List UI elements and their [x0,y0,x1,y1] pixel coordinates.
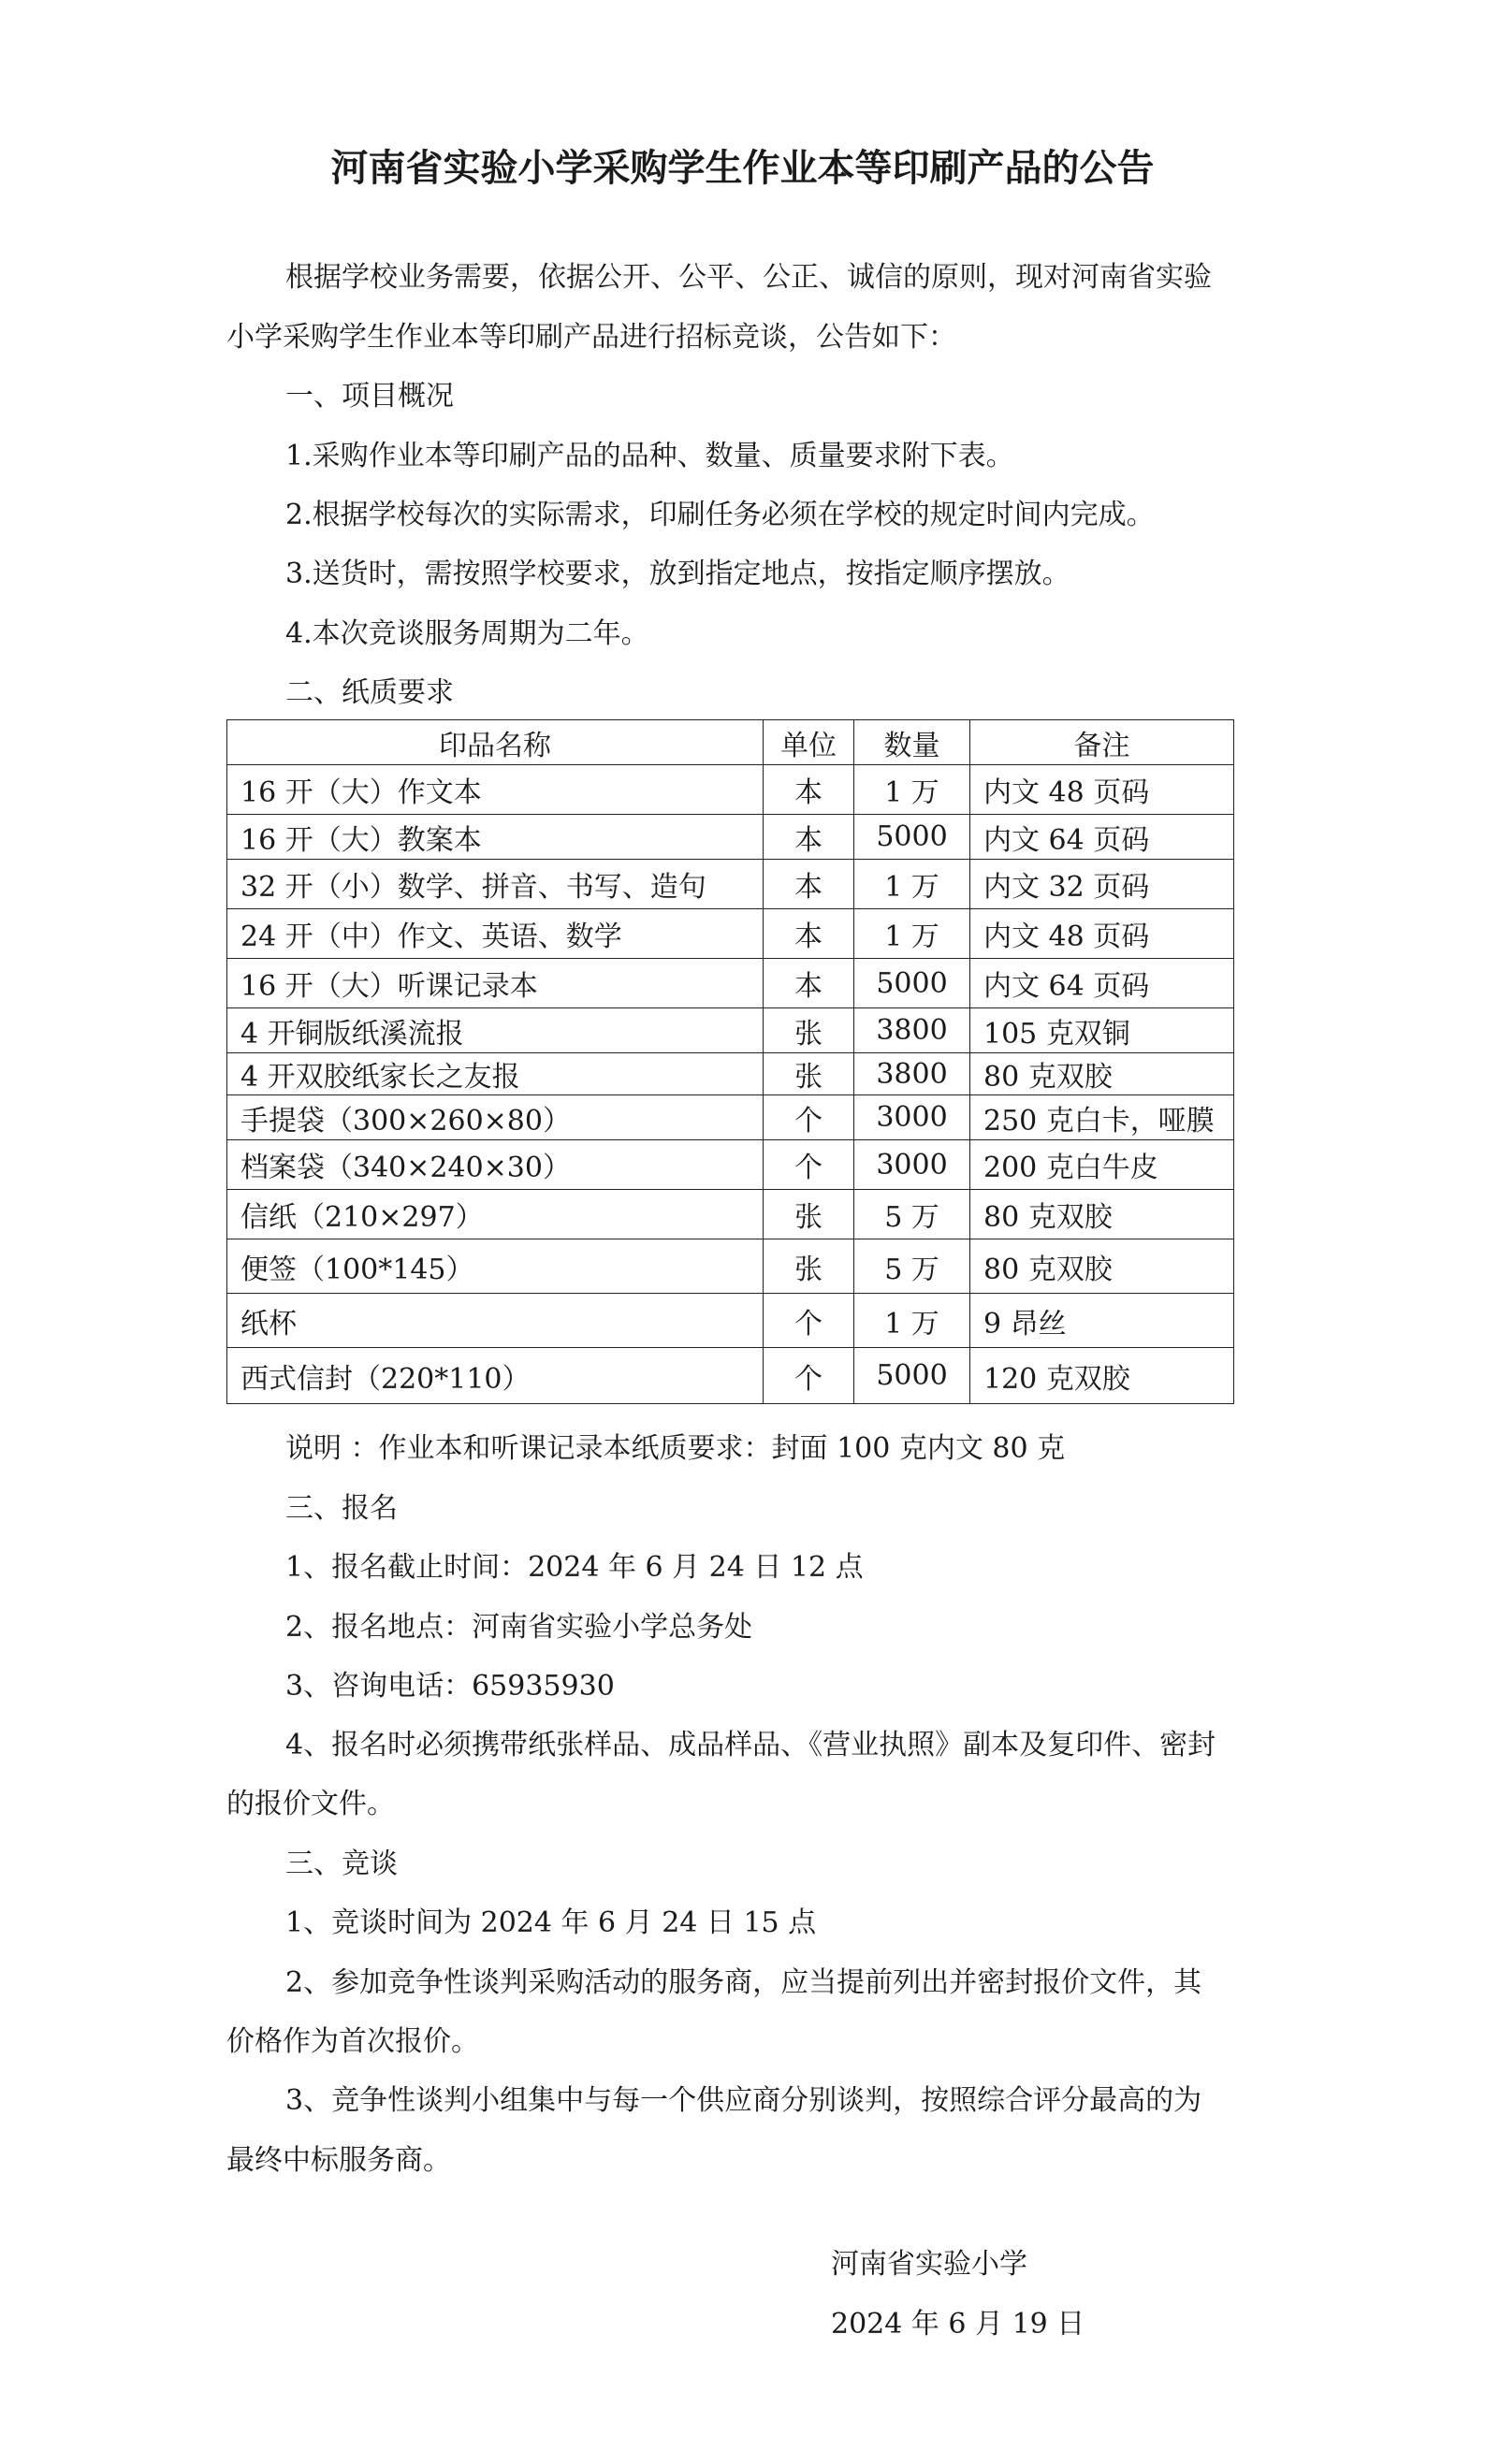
cell-unit: 个 [764,1140,854,1190]
intro-line-2: 小学采购学生作业本等印刷产品进行招标竞谈，公告如下： [226,321,956,354]
cell-item-name: 手提袋（300×260×80） [227,1095,764,1140]
table-row [227,959,1234,1008]
table-row [227,1190,1234,1239]
table-row [227,765,1234,815]
header-qty: 数量 [854,720,970,765]
cell-unit: 本 [764,765,854,815]
cell-unit: 张 [764,1053,854,1095]
table-row [227,1008,1234,1053]
cell-quantity: 5000 [854,815,970,860]
section-1-heading: 一、项目概况 [285,380,454,413]
cell-item-name: 16 开（大）听课记录本 [227,959,764,1008]
cell-item-name: 便签（100*145） [227,1239,764,1294]
cell-unit: 个 [764,1294,854,1348]
cell-note: 内文 48 页码 [970,765,1234,815]
table-row [227,1053,1234,1095]
table-row [227,1239,1234,1294]
cell-note: 内文 48 页码 [970,909,1234,959]
cell-item-name: 4 开铜版纸溪流报 [227,1008,764,1053]
cell-quantity: 1 万 [854,765,970,815]
registration-location: 2、报名地点：河南省实验小学总务处 [285,1611,753,1644]
cell-note: 105 克双铜 [970,1008,1234,1053]
section-1-item-4: 4.本次竞谈服务周期为二年。 [285,617,649,650]
cell-unit: 本 [764,860,854,909]
cell-item-name: 16 开（大）作文本 [227,765,764,815]
section-3-heading: 三、报名 [285,1492,398,1525]
table-row [227,909,1234,959]
cell-quantity: 3000 [854,1140,970,1190]
cell-note: 80 克双胶 [970,1190,1234,1239]
cell-quantity: 5 万 [854,1239,970,1294]
registration-requirements-line-2: 的报价文件。 [226,1788,395,1820]
cell-note: 内文 64 页码 [970,815,1234,860]
cell-unit: 本 [764,909,854,959]
table-header-row [227,720,1234,765]
page-title: 河南省实验小学采购学生作业本等印刷产品的公告 [330,146,1155,190]
section-1-item-1: 1.采购作业本等印刷产品的品种、数量、质量要求附下表。 [285,440,1014,472]
negotiation-item-2-line-1: 2、参加竞争性谈判采购活动的服务商，应当提前列出并密封报价文件，其 [285,1966,1202,1999]
table-row [227,815,1234,860]
negotiation-item-3-line-1: 3、竞争性谈判小组集中与每一个供应商分别谈判，按照综合评分最高的为 [285,2084,1202,2117]
cell-item-name: 西式信封（220*110） [227,1348,764,1404]
cell-quantity: 5000 [854,1348,970,1404]
cell-note: 9 昂丝 [970,1294,1234,1348]
table-row [227,860,1234,909]
cell-quantity: 5 万 [854,1190,970,1239]
paper-spec-table [226,719,1234,1404]
cell-item-name: 档案袋（340×240×30） [227,1140,764,1190]
header-note: 备注 [970,720,1234,765]
negotiation-item-2-line-2: 价格作为首次报价。 [226,2025,479,2058]
header-name: 印品名称 [227,720,764,765]
section-1-item-3: 3.送货时，需按照学校要求，放到指定地点，按指定顺序摆放。 [285,558,1070,590]
cell-note: 内文 64 页码 [970,959,1234,1008]
cell-item-name: 32 开（小）数学、拼音、书写、造句 [227,860,764,909]
cell-note: 200 克白牛皮 [970,1140,1234,1190]
signature-date: 2024 年 6 月 19 日 [831,2308,1085,2341]
paper-note: 说明 ：作业本和听课记录本纸质要求：封面 100 克内文 80 克 [285,1432,1066,1465]
cell-note: 250 克白卡，哑膜 [970,1095,1234,1140]
cell-item-name: 4 开双胶纸家长之友报 [227,1053,764,1095]
section-4-heading: 三、竞谈 [285,1848,398,1880]
cell-item-name: 24 开（中）作文、英语、数学 [227,909,764,959]
cell-unit: 个 [764,1095,854,1140]
table-body [227,765,1234,1404]
table-row [227,1095,1234,1140]
header-unit: 单位 [764,720,854,765]
cell-note: 80 克双胶 [970,1053,1234,1095]
cell-note: 120 克双胶 [970,1348,1234,1404]
cell-quantity: 3800 [854,1008,970,1053]
cell-quantity: 3000 [854,1095,970,1140]
cell-quantity: 1 万 [854,860,970,909]
negotiation-item-3-line-2: 最终中标服务商。 [226,2144,451,2177]
cell-quantity: 3800 [854,1053,970,1095]
signature-organization: 河南省实验小学 [831,2248,1027,2281]
cell-unit: 本 [764,959,854,1008]
cell-unit: 张 [764,1239,854,1294]
registration-deadline: 1、报名截止时间：2024 年 6 月 24 日 12 点 [285,1551,864,1584]
cell-quantity: 1 万 [854,909,970,959]
cell-item-name: 16 开（大）教案本 [227,815,764,860]
cell-item-name: 纸杯 [227,1294,764,1348]
inquiry-phone: 3、咨询电话：65935930 [285,1670,615,1703]
cell-unit: 张 [764,1190,854,1239]
registration-requirements-line-1: 4、报名时必须携带纸张样品、成品样品、《营业执照》副本及复印件、密封 [285,1729,1216,1761]
section-2-heading: 二、纸质要求 [285,676,454,709]
cell-note: 内文 32 页码 [970,860,1234,909]
table-row [227,1140,1234,1190]
cell-quantity: 1 万 [854,1294,970,1348]
cell-unit: 本 [764,815,854,860]
negotiation-time: 1、竞谈时间为 2024 年 6 月 24 日 15 点 [285,1906,817,1939]
table-row [227,1348,1234,1404]
cell-unit: 个 [764,1348,854,1404]
cell-item-name: 信纸（210×297） [227,1190,764,1239]
cell-note: 80 克双胶 [970,1239,1234,1294]
section-1-item-2: 2.根据学校每次的实际需求，印刷任务必须在学校的规定时间内完成。 [285,499,1155,531]
table-row [227,1294,1234,1348]
intro-line-1: 根据学校业务需要，依据公开、公平、公正、诚信的原则，现对河南省实验 [285,261,1212,294]
cell-quantity: 5000 [854,959,970,1008]
cell-unit: 张 [764,1008,854,1053]
